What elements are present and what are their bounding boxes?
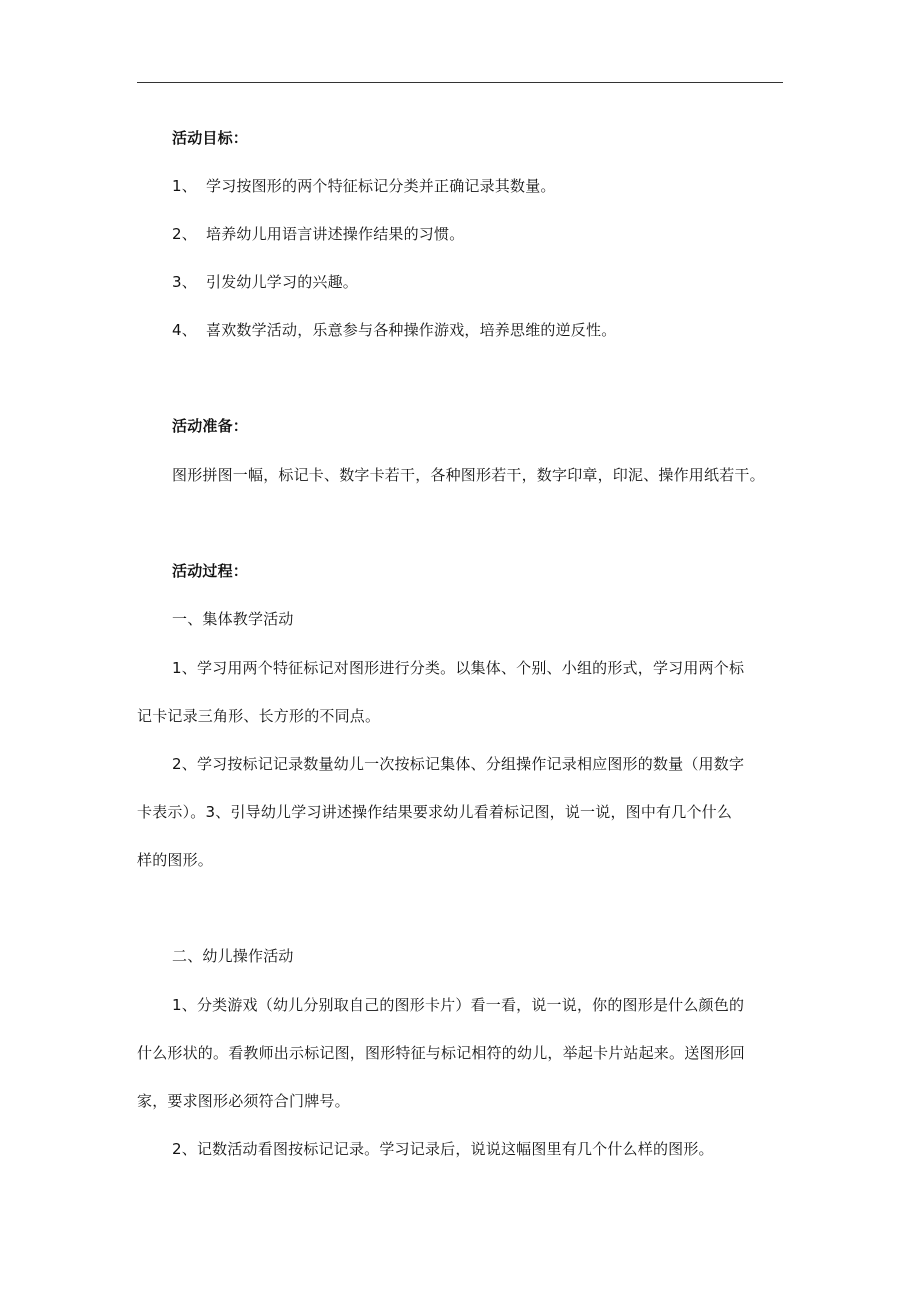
part2-paragraph-2-line-1: 2、记数活动看图按标记记录。学习记录后，说说这幅图里有几个什么样的图形。 [172,1140,714,1158]
goal-item-4 [172,320,616,340]
part2-paragraph-1-line-3: 家，要求图形必须符合门牌号。 [137,1092,350,1110]
goal-item-text: 引发幼儿学习的兴趣。 [206,273,359,291]
goal-item-1 [172,176,556,196]
part2-title: 二、幼儿操作活动 [172,947,294,965]
part2-paragraph-1-line-1: 1、分类游戏（幼儿分别取自己的图形卡片）看一看，说一说，你的图形是什么颜色的 [172,996,745,1014]
part1-paragraph-2-line-1: 2、学习按标记记录数量幼儿一次按标记集体、分组操作记录相应图形的数量（用数字 [172,755,745,773]
goal-item-number: 3、 [172,273,197,291]
goal-item-3 [172,272,358,292]
goal-item-number: 2、 [172,225,197,243]
goals-heading: 活动目标： [172,129,249,147]
process-heading: 活动过程： [172,562,249,580]
part1-paragraph-1-line-2: 记卡记录三角形、长方形的不同点。 [137,707,381,725]
prep-text: 图形拼图一幅，标记卡、数字卡若干，各种图形若干，数字印章，印泥、操作用纸若干。 [172,466,765,484]
part1-paragraph-2-line-3: 样的图形。 [137,851,214,869]
part2-paragraph-1-line-2: 什么形状的。看教师出示标记图，图形特征与标记相符的幼儿，举起卡片站起来。送图形回 [137,1044,746,1062]
header-rule [137,82,783,83]
goal-item-number: 4、 [172,321,197,339]
part1-title: 一、集体教学活动 [172,610,294,628]
part1-paragraph-1-line-1: 1、学习用两个特征标记对图形进行分类。以集体、个别、小组的形式，学习用两个标 [172,659,745,677]
goal-item-number: 1、 [172,177,197,195]
part1-paragraph-2-line-2: 卡表示）。3、引导幼儿学习讲述操作结果要求幼儿看着标记图，说一说，图中有几个什么 [137,803,733,821]
goal-item-2 [172,224,464,244]
prep-heading: 活动准备： [172,417,249,435]
goal-item-text: 培养幼儿用语言讲述操作结果的习惯。 [206,225,465,243]
goal-item-text: 学习按图形的两个特征标记分类并正确记录其数量。 [206,177,556,195]
goal-item-text: 喜欢数学活动，乐意参与各种操作游戏，培养思维的逆反性。 [206,321,617,339]
